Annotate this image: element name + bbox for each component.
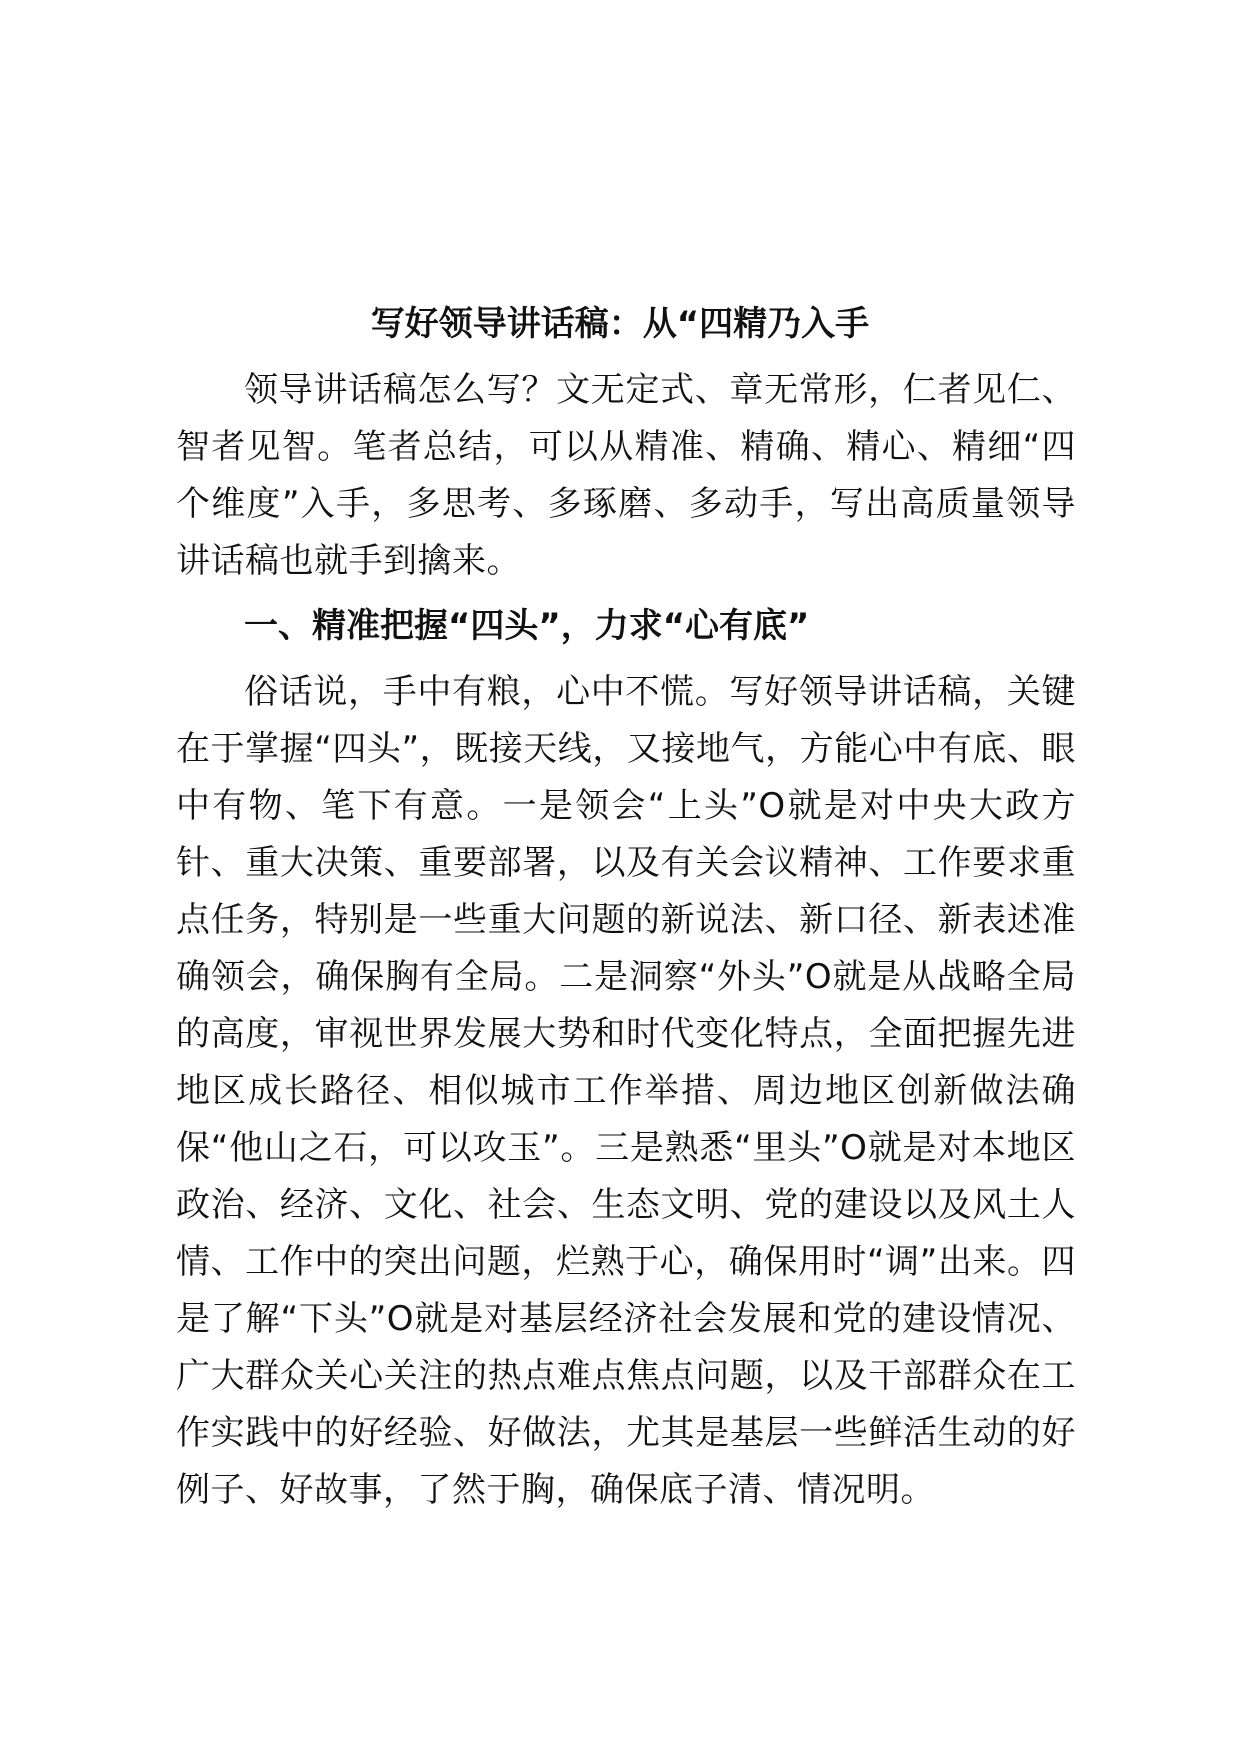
intro-paragraph: 领导讲话稿怎么写？文无定式、章无常形，仁者见仁、智者见智。笔者总结，可以从精准、精确、精心、精细“四个维度”入手，多思考、多琢磨、多动手，写出高质量领导讲话稿也就手到擒来。	[176, 370, 1076, 581]
document-title: 写好领导讲话稿：从“四精乃入手	[370, 304, 870, 344]
section-body-1: 俗话说，手中有粮，心中不慌。写好领导讲话稿，关键在于掌握“四头”，既接天线，又接地气，方能心中有底、眼中有物、笔下有意。一是领会“上头”O就是对中央大政方针、重大决策、重要部署，以及有关会议精神、工作要求重点任务，特别是一些重大问题的新说法、新口径、新表述准确领会，确保胸有全局。二是洞察“外头”O就是从战略全局的高度，审视世界发展大势和时代变化特点，全面把握先进地区成长路径、相似城市工作举措、周边地区创新做法确保“他山之石，可以攻玉”。三是熟悉“里头”O就是对本地区政治、经济、文化、社会、生态文明、党的建设以及风土人情、工作中的突出问题，烂熟于心，确保用时“调”出来。四是了解“下头”O就是对基层经济社会发展和党的建设情况、广大群众关心关注的热点难点焦点问题，以及干部群众在工作实践中的好经验、好做法，尤其是基层一些鲜活生动的好例子、好故事，了然于胸，确保底子清、情况明。	[176, 672, 1076, 1510]
section-heading-1: 一、精准把握“四头”，力求“心有底”	[244, 606, 810, 646]
